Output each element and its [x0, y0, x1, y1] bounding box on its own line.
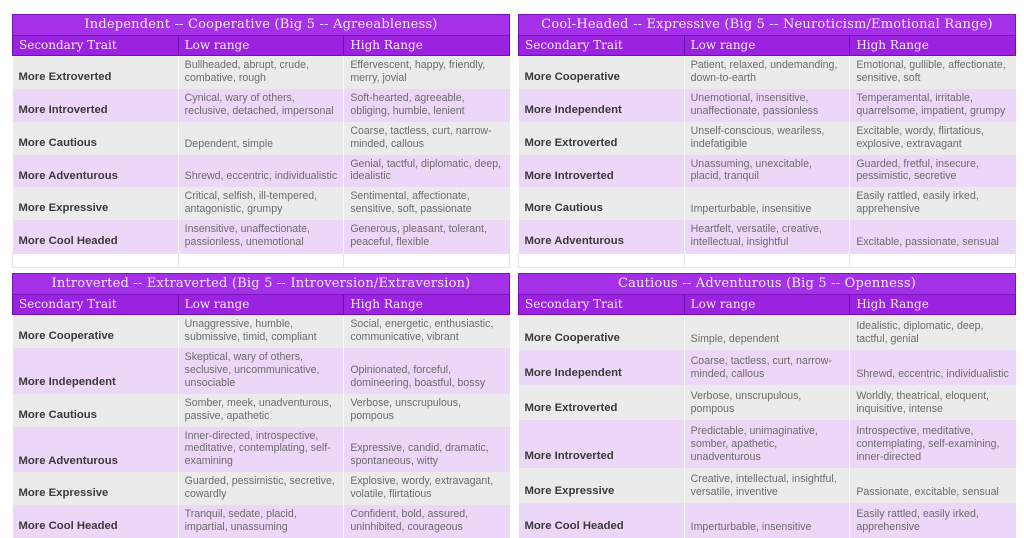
high-range-cell: Introspective, meditative, contemplating, self-examining, inner-directed: [850, 420, 1016, 469]
high-range-cell: Sentimental, affectionate, sensitive, soft, passionate: [344, 187, 510, 220]
low-range-cell: Imperturbable, insensitive: [684, 503, 850, 538]
high-range-cell: Emotional, gullible, affectionate, sensitive, soft: [850, 56, 1016, 89]
table-title: Cool-Headed -- Expressive (Big 5 -- Neuroticism/Emotional Range): [519, 15, 1016, 36]
table-row: [519, 420, 1016, 469]
column-header-high-range: High Range: [850, 295, 1016, 315]
table-row: [519, 122, 1016, 155]
table-title: Independent -- Cooperative (Big 5 -- Agreeableness): [13, 15, 510, 36]
trait-name-cell: More Cooperative: [524, 332, 620, 345]
table-row: [13, 155, 510, 188]
table-row: [519, 89, 1016, 122]
table-row: [13, 56, 510, 89]
low-range-cell: Coarse, tactless, curt, narrow-minded, callous: [684, 350, 850, 385]
high-range-cell: Passionate, excitable, sensual: [850, 468, 1016, 503]
table-row: [13, 187, 510, 220]
trait-name-cell: More Cooperative: [524, 71, 620, 84]
trait-tables-grid: [12, 14, 1016, 538]
column-header-high-range: High Range: [850, 36, 1016, 56]
low-range-cell: Tranquil, sedate, placid, impartial, unassuming: [178, 505, 344, 538]
table-row: [13, 122, 510, 155]
trait-name-cell: More Cooperative: [18, 330, 114, 343]
trait-name-cell: More Extroverted: [18, 71, 112, 84]
low-range-cell: Critical, selfish, ill-tempered, antagonistic, grumpy: [178, 187, 344, 220]
high-range-cell: Shrewd, eccentric, individualistic: [850, 350, 1016, 385]
high-range-cell: Opinionated, forceful, domineering, boastful, bossy: [344, 348, 510, 394]
low-range-cell: Simple, dependent: [684, 315, 850, 350]
trait-name-cell: More Cautious: [18, 408, 97, 421]
low-range-cell: Imperturbable, insensitive: [684, 187, 850, 220]
empty-spacer-row: [519, 254, 1016, 268]
low-range-cell: Bullheaded, abrupt, crude, combative, rough: [178, 56, 344, 89]
table-row: [13, 220, 510, 253]
trait-name-cell: More Cool Headed: [18, 520, 118, 533]
table-row: [519, 56, 1016, 89]
trait-name-cell: More Independent: [18, 375, 116, 388]
column-header-high-range: High Range: [344, 295, 510, 315]
low-range-cell: Guarded, pessimistic, secretive, cowardly: [178, 472, 344, 505]
table-row: [13, 315, 510, 348]
trait-table-openness: [518, 273, 1016, 538]
trait-name-cell: More Cool Headed: [18, 235, 118, 248]
column-header-low-range: Low range: [684, 295, 850, 315]
low-range-cell: Predictable, unimaginative, somber, apathetic, unadventurous: [684, 420, 850, 469]
low-range-cell: Somber, meek, unadventurous, passive, apathetic: [178, 394, 344, 427]
column-header-low-range: Low range: [684, 36, 850, 56]
high-range-cell: Coarse, tactless, curt, narrow-minded, callous: [344, 122, 510, 155]
trait-name-cell: More Cautious: [524, 202, 603, 215]
trait-name-cell: More Adventurous: [524, 235, 624, 248]
low-range-cell: Insensitive, unaffectionate, passionless, unemotional: [178, 220, 344, 253]
table-row: [519, 468, 1016, 503]
high-range-cell: Temperamental, irritable, quarrelsome, impatient, grumpy: [850, 89, 1016, 122]
trait-name-cell: More Independent: [524, 367, 622, 380]
table-row: [13, 472, 510, 505]
table-row: [13, 348, 510, 394]
trait-name-cell: More Cautious: [18, 136, 97, 149]
high-range-cell: Excitable, wordy, flirtatious, explosive, extravagant: [850, 122, 1016, 155]
trait-name-cell: More Cool Headed: [524, 520, 624, 533]
high-range-cell: Guarded, fretful, insecure, pessimistic, secretive: [850, 155, 1016, 188]
table-row: [13, 89, 510, 122]
table-row: [519, 220, 1016, 253]
low-range-cell: Unassuming, unexcitable, placid, tranquil: [684, 155, 850, 188]
high-range-cell: Effervescent, happy, friendly, merry, jovial: [344, 56, 510, 89]
table-title: Cautious -- Adventurous (Big 5 -- Openness): [519, 274, 1016, 295]
column-header-low-range: Low range: [178, 295, 344, 315]
high-range-cell: Confident, bold, assured, uninhibited, courageous: [344, 505, 510, 538]
trait-table-neuroticism: [518, 14, 1016, 268]
trait-name-cell: More Introverted: [18, 103, 108, 116]
column-header-secondary-trait: Secondary Trait: [519, 36, 685, 56]
low-range-cell: Unself-conscious, weariless, indefatigible: [684, 122, 850, 155]
column-header-secondary-trait: Secondary Trait: [13, 295, 179, 315]
table-row: [519, 503, 1016, 538]
trait-name-cell: More Expressive: [524, 485, 615, 498]
table-row: [13, 427, 510, 473]
high-range-cell: Idealistic, diplomatic, deep, tactful, genial: [850, 315, 1016, 350]
trait-name-cell: More Extroverted: [524, 136, 618, 149]
high-range-cell: Verbose, unscrupulous, pompous: [344, 394, 510, 427]
trait-name-cell: More Expressive: [18, 202, 109, 215]
low-range-cell: Unaggressive, humble, submissive, timid, compliant: [178, 315, 344, 348]
low-range-cell: Shrewd, eccentric, individualistic: [178, 155, 344, 188]
high-range-cell: Explosive, wordy, extravagant, volatile, flirtatious: [344, 472, 510, 505]
high-range-cell: Social, energetic, enthusiastic, communicative, vibrant: [344, 315, 510, 348]
column-header-secondary-trait: Secondary Trait: [519, 295, 685, 315]
low-range-cell: Dependent, simple: [178, 122, 344, 155]
column-header-secondary-trait: Secondary Trait: [13, 36, 179, 56]
trait-name-cell: More Independent: [524, 103, 622, 116]
low-range-cell: Heartfelt, versatile, creative, intellectual, insightful: [684, 220, 850, 253]
trait-table-agreeableness: [12, 14, 510, 268]
low-range-cell: Creative, intellectual, insightful, versatile, inventive: [684, 468, 850, 503]
high-range-cell: Excitable, passionate, sensual: [850, 220, 1016, 253]
high-range-cell: Genial, tactful, diplomatic, deep, idealistic: [344, 155, 510, 188]
table-row: [519, 315, 1016, 350]
empty-spacer-row: [13, 254, 510, 268]
low-range-cell: Verbose, unscrupulous, pompous: [684, 385, 850, 420]
table-row: [519, 350, 1016, 385]
trait-name-cell: More Adventurous: [18, 454, 118, 467]
low-range-cell: Unemotional, insensitive, unaffectionate, passionless: [684, 89, 850, 122]
column-header-high-range: High Range: [344, 36, 510, 56]
trait-name-cell: More Extroverted: [524, 401, 618, 414]
trait-name-cell: More Introverted: [524, 450, 614, 463]
table-row: [519, 155, 1016, 188]
high-range-cell: Worldly, theatrical, eloquent, inquisitive, intense: [850, 385, 1016, 420]
high-range-cell: Generous, pleasant, tolerant, peaceful, flexible: [344, 220, 510, 253]
low-range-cell: Inner-directed, introspective, meditative, contemplating, self-examining: [178, 427, 344, 473]
table-row: [519, 385, 1016, 420]
table-row: [13, 394, 510, 427]
trait-name-cell: More Introverted: [524, 169, 614, 182]
high-range-cell: Easily rattled, easily irked, apprehensive: [850, 503, 1016, 538]
high-range-cell: Soft-hearted, agreeable, obliging, humble, lenient: [344, 89, 510, 122]
table-row: [13, 505, 510, 538]
high-range-cell: Expressive, candid, dramatic, spontaneous, witty: [344, 427, 510, 473]
table-row: [519, 187, 1016, 220]
trait-name-cell: More Expressive: [18, 487, 109, 500]
high-range-cell: Easily rattled, easily irked, apprehensive: [850, 187, 1016, 220]
low-range-cell: Skeptical, wary of others, seclusive, uncommunicative, unsociable: [178, 348, 344, 394]
trait-name-cell: More Adventurous: [18, 169, 118, 182]
low-range-cell: Cynical, wary of others, reclusive, detached, impersonal: [178, 89, 344, 122]
table-title: Introverted -- Extraverted (Big 5 -- Introversion/Extraversion): [13, 274, 510, 295]
trait-table-extraversion: [12, 273, 510, 538]
low-range-cell: Patient, relaxed, undemanding, down-to-earth: [684, 56, 850, 89]
column-header-low-range: Low range: [178, 36, 344, 56]
